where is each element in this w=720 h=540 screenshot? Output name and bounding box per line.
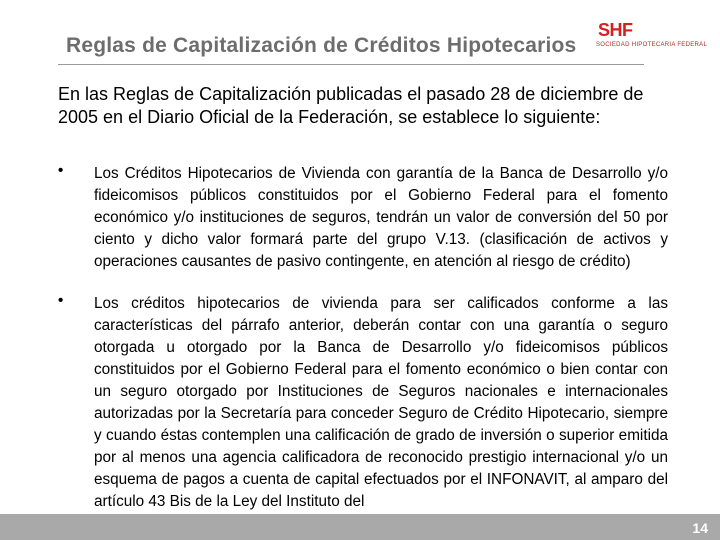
footer-bar [0, 514, 720, 540]
bullet-icon: • [58, 292, 64, 309]
shf-logo [596, 20, 708, 56]
intro-paragraph: En las Reglas de Capitalización publicadas el pasado 28 de diciembre de 2005 en el Diario Oficial de la Federación, se establece lo siguiente: [58, 84, 644, 127]
list-item [58, 163, 668, 273]
bullet-text: Los créditos hipotecarios de vivienda para ser calificados conforme a las características del párrafo anterior, deberán contar con una garantía o seguro otorgada u otorgado por la Banca de Desarrollo y/o fideicomisos públicos constituidos por el Gobierno Federal para el fomento económico o bien contar con un seguro otorgado por Instituciones de Seguros nacionales e internacionales autorizadas por la Secretaría para conceder Seguro de Crédito Hipotecario, siempre y cuando éstas contemplen una calificación de grado de inversión o superior emitida por al menos una agencia calificadora de reconocido prestigio internacional y/o un esquema de pagos a cuenta de capital efectuados por el INFONAVIT, al amparo del artículo 43 Bis de la Ley del Instituto del [94, 295, 668, 510]
bullet-text: Los Créditos Hipotecarios de Vivienda con garantía de la Banca de Desarrollo y/o fideicomisos públicos constituidos por el Gobierno Federal para el fomento económico y/o instituciones de seguros, tendrán un valor de conversión del 50 por ciento y dicho valor formará parte del grupo V.13. (clasificación de activos y operaciones causantes de pasivo contingente, en atención al riesgo de crédito) [94, 165, 668, 270]
page-number: 14 [692, 520, 708, 536]
logo-subtitle: SOCIEDAD HIPOTECARIA FEDERAL [596, 42, 708, 48]
title-underline [58, 64, 644, 65]
bullet-icon: • [58, 162, 64, 179]
page-title: Reglas de Capitalización de Créditos Hipotecarios [66, 34, 577, 57]
list-item [58, 293, 668, 513]
logo-mark: SHF [598, 20, 633, 40]
bullet-list [58, 163, 668, 533]
